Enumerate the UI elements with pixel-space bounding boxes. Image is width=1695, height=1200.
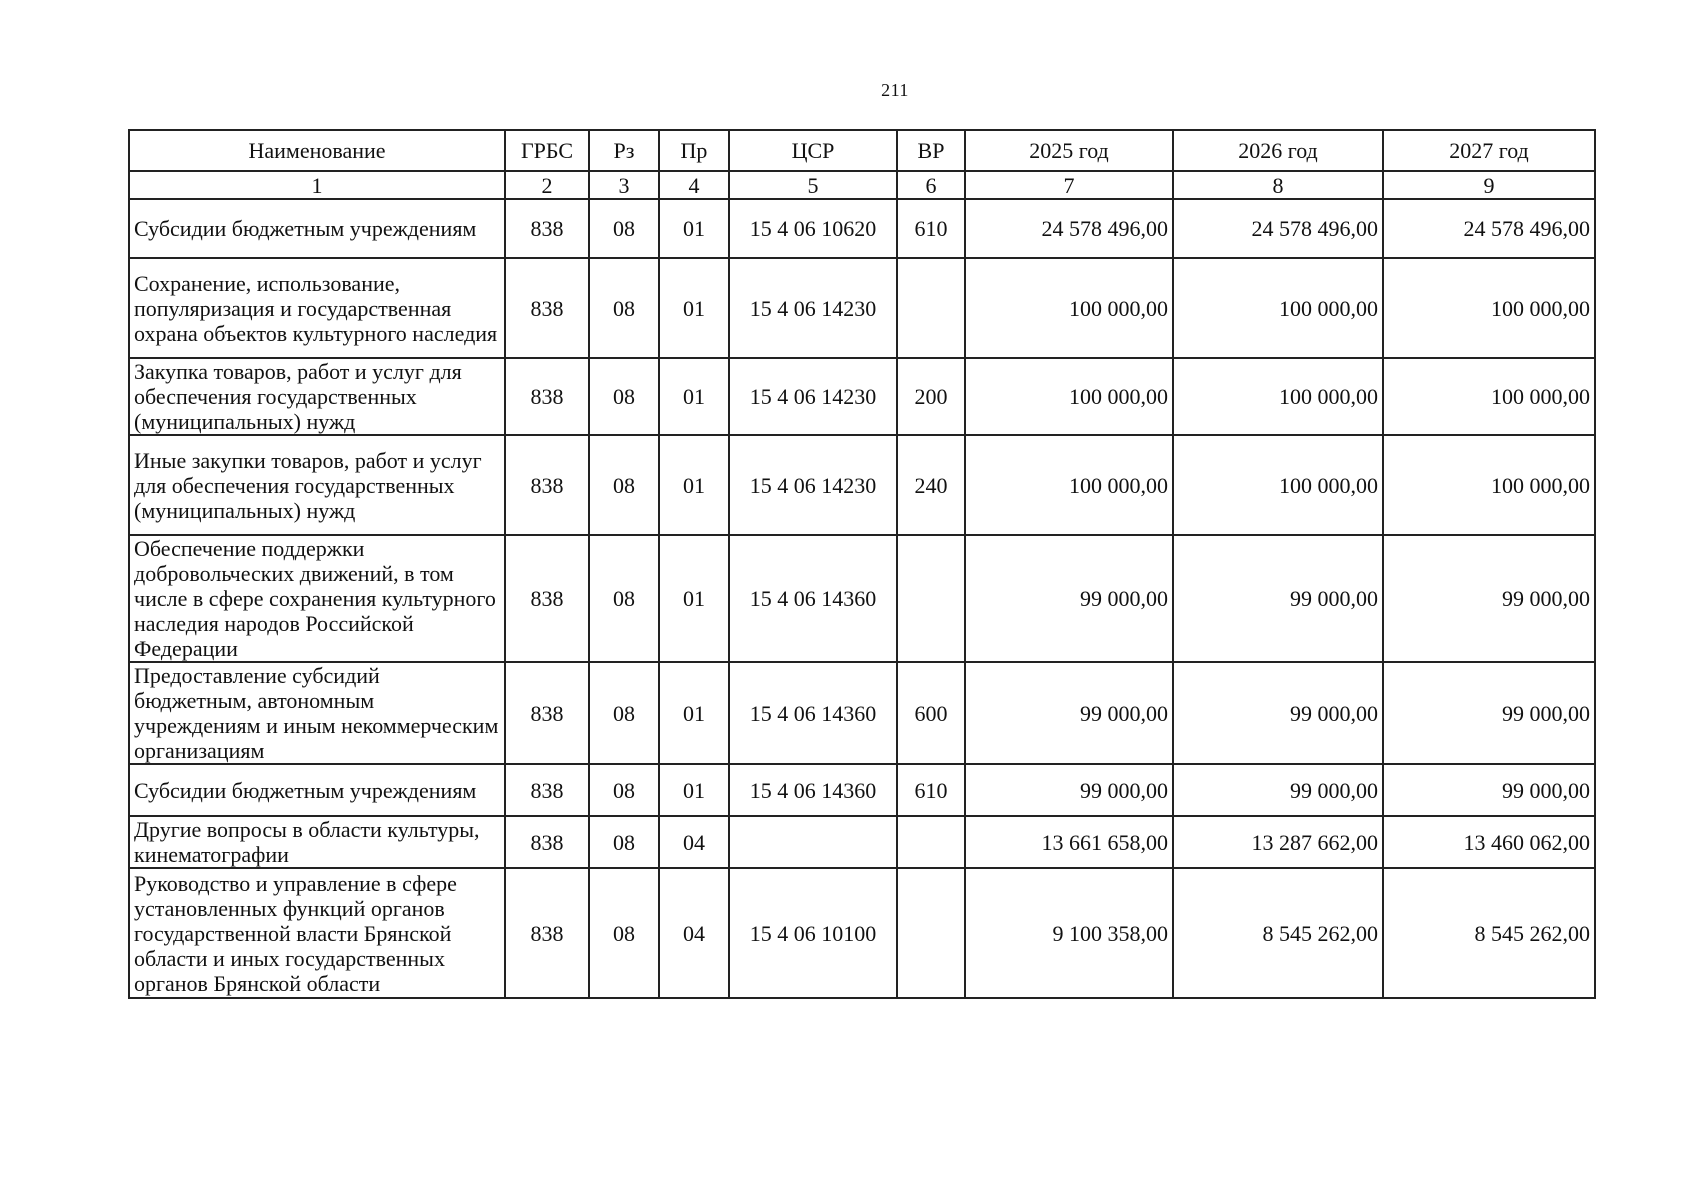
column-number: 4	[659, 171, 729, 199]
row-name: Обеспечение поддержки добровольческих движений, в том числе в сфере сохранения культурного наследия народов Российской Федерации	[129, 535, 505, 662]
row-pr: 01	[659, 662, 729, 764]
row-amount-2027: 13 460 062,00	[1383, 816, 1595, 868]
row-amount-2027: 99 000,00	[1383, 764, 1595, 816]
row-amount-2026: 24 578 496,00	[1173, 199, 1383, 258]
column-number: 9	[1383, 171, 1595, 199]
table-row	[129, 435, 1595, 535]
row-amount-2027: 100 000,00	[1383, 435, 1595, 535]
row-csr	[729, 816, 897, 868]
row-amount-2027: 8 545 262,00	[1383, 868, 1595, 998]
row-amount-2025: 100 000,00	[965, 358, 1173, 435]
header-csr: ЦСР	[729, 130, 897, 171]
row-amount-2027: 100 000,00	[1383, 358, 1595, 435]
row-amount-2026: 100 000,00	[1173, 435, 1383, 535]
budget-table	[128, 129, 1596, 999]
row-amount-2025: 99 000,00	[965, 535, 1173, 662]
row-vr: 610	[897, 199, 965, 258]
row-grbs: 838	[505, 435, 589, 535]
row-pr: 01	[659, 535, 729, 662]
row-amount-2025: 99 000,00	[965, 662, 1173, 764]
page-number: 211	[881, 80, 909, 100]
row-csr: 15 4 06 10620	[729, 199, 897, 258]
column-number: 2	[505, 171, 589, 199]
column-number: 1	[129, 171, 505, 199]
row-csr: 15 4 06 14360	[729, 535, 897, 662]
table-row	[129, 868, 1595, 998]
row-name: Закупка товаров, работ и услуг для обеспечения государственных (муниципальных) нужд	[129, 358, 505, 435]
row-amount-2026: 99 000,00	[1173, 662, 1383, 764]
row-amount-2027: 24 578 496,00	[1383, 199, 1595, 258]
row-vr	[897, 258, 965, 358]
row-pr: 01	[659, 258, 729, 358]
row-amount-2027: 99 000,00	[1383, 662, 1595, 764]
row-grbs: 838	[505, 358, 589, 435]
header-2026: 2026 год	[1173, 130, 1383, 171]
row-csr: 15 4 06 14230	[729, 258, 897, 358]
table-row	[129, 816, 1595, 868]
row-name: Другие вопросы в области культуры, кинематографии	[129, 816, 505, 868]
row-csr: 15 4 06 14360	[729, 764, 897, 816]
header-2025: 2025 год	[965, 130, 1173, 171]
row-amount-2026: 100 000,00	[1173, 258, 1383, 358]
row-rz: 08	[589, 535, 659, 662]
row-rz: 08	[589, 358, 659, 435]
row-amount-2026: 13 287 662,00	[1173, 816, 1383, 868]
row-name: Предоставление субсидий бюджетным, автономным учреждениям и иным некоммерческим организациям	[129, 662, 505, 764]
row-csr: 15 4 06 14360	[729, 662, 897, 764]
row-vr	[897, 535, 965, 662]
header-grbs: ГРБС	[505, 130, 589, 171]
row-pr: 01	[659, 435, 729, 535]
row-csr: 15 4 06 14230	[729, 358, 897, 435]
row-amount-2026: 100 000,00	[1173, 358, 1383, 435]
column-number: 7	[965, 171, 1173, 199]
header-name: Наименование	[129, 130, 505, 171]
row-rz: 08	[589, 258, 659, 358]
column-number: 5	[729, 171, 897, 199]
table-row	[129, 358, 1595, 435]
row-amount-2027: 100 000,00	[1383, 258, 1595, 358]
row-name: Руководство и управление в сфере установленных функций органов государственной власти Брянской области и иных государственных органов Брянской области	[129, 868, 505, 998]
row-vr: 610	[897, 764, 965, 816]
row-rz: 08	[589, 662, 659, 764]
header-row	[129, 130, 1595, 171]
row-name: Иные закупки товаров, работ и услуг для обеспечения государственных (муниципальных) нужд	[129, 435, 505, 535]
row-amount-2025: 100 000,00	[965, 258, 1173, 358]
row-vr: 240	[897, 435, 965, 535]
row-csr: 15 4 06 14230	[729, 435, 897, 535]
row-pr: 04	[659, 816, 729, 868]
row-rz: 08	[589, 435, 659, 535]
table-row	[129, 662, 1595, 764]
row-amount-2026: 99 000,00	[1173, 535, 1383, 662]
table-row	[129, 535, 1595, 662]
row-vr: 200	[897, 358, 965, 435]
row-pr: 01	[659, 764, 729, 816]
row-amount-2026: 8 545 262,00	[1173, 868, 1383, 998]
table-row	[129, 199, 1595, 258]
row-pr: 04	[659, 868, 729, 998]
row-amount-2027: 99 000,00	[1383, 535, 1595, 662]
row-pr: 01	[659, 199, 729, 258]
row-grbs: 838	[505, 764, 589, 816]
row-grbs: 838	[505, 535, 589, 662]
row-vr	[897, 868, 965, 998]
row-amount-2026: 99 000,00	[1173, 764, 1383, 816]
table-row	[129, 764, 1595, 816]
row-rz: 08	[589, 868, 659, 998]
row-vr: 600	[897, 662, 965, 764]
header-rz: Рз	[589, 130, 659, 171]
table-row	[129, 258, 1595, 358]
row-name: Субсидии бюджетным учреждениям	[129, 199, 505, 258]
column-number: 6	[897, 171, 965, 199]
row-amount-2025: 99 000,00	[965, 764, 1173, 816]
column-number: 8	[1173, 171, 1383, 199]
column-number: 3	[589, 171, 659, 199]
header-vr: ВР	[897, 130, 965, 171]
header-2027: 2027 год	[1383, 130, 1595, 171]
column-number-row	[129, 171, 1595, 199]
row-rz: 08	[589, 764, 659, 816]
row-grbs: 838	[505, 868, 589, 998]
row-grbs: 838	[505, 816, 589, 868]
row-name: Субсидии бюджетным учреждениям	[129, 764, 505, 816]
row-csr: 15 4 06 10100	[729, 868, 897, 998]
row-amount-2025: 100 000,00	[965, 435, 1173, 535]
row-grbs: 838	[505, 258, 589, 358]
row-grbs: 838	[505, 199, 589, 258]
row-vr	[897, 816, 965, 868]
row-amount-2025: 9 100 358,00	[965, 868, 1173, 998]
header-pr: Пр	[659, 130, 729, 171]
row-name: Сохранение, использование, популяризация и государственная охрана объектов культурного наследия	[129, 258, 505, 358]
row-rz: 08	[589, 816, 659, 868]
row-rz: 08	[589, 199, 659, 258]
row-grbs: 838	[505, 662, 589, 764]
row-pr: 01	[659, 358, 729, 435]
row-amount-2025: 13 661 658,00	[965, 816, 1173, 868]
row-amount-2025: 24 578 496,00	[965, 199, 1173, 258]
